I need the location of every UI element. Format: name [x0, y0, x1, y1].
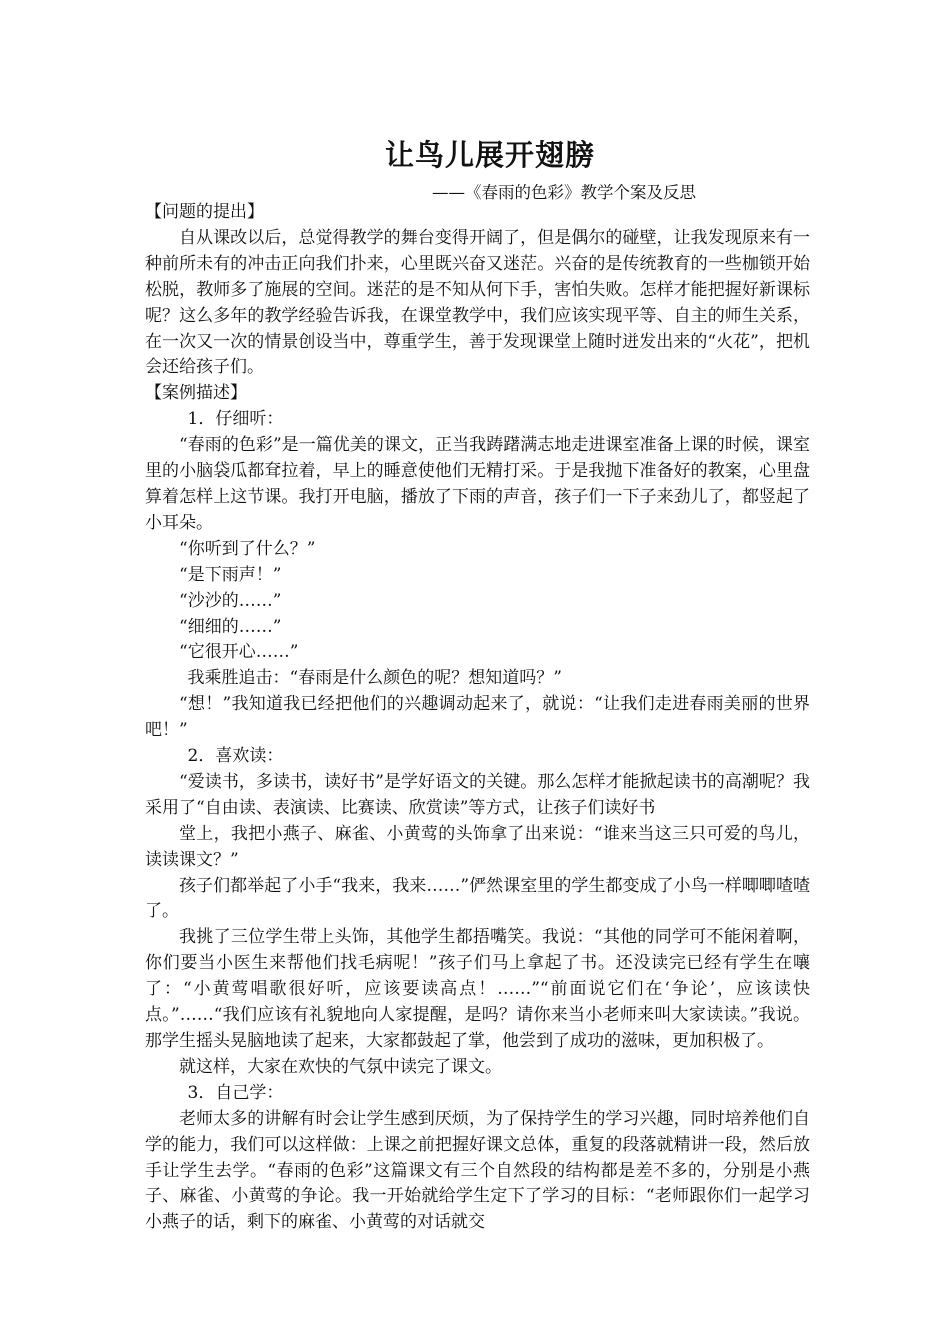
paragraph: 自从课改以后，总觉得教学的舞台变得开阔了，但是偶尔的碰壁，让我发现原来有一种前所未有的冲击正向我们扑来，心里既兴奋又迷茫。兴奋的是传统教育的一些枷锁开始松脱，教师多了施展的空间。迷茫的是不知从何下手，害怕失败。怎样才能把握好新课标呢？这么多年的教学经验告诉我，在课堂教学中，我们应该实现平等、自主的师生关系，在一次又一次的情景创设当中，尊重学生，善于发现课堂上随时迸发出来的“火花”，把机会还给孩子们。 [145, 227, 810, 378]
section-heading: 【问题的提出】 [145, 202, 264, 222]
document-body [145, 200, 810, 1236]
dialogue-line: “沙沙的……” [179, 590, 282, 611]
dialogue-line: “细细的……” [179, 616, 282, 637]
dialogue-line: “它很开心……” [179, 642, 299, 663]
subsection-heading: 3．自己学： [187, 1082, 284, 1103]
section-heading: 【案例描述】 [145, 383, 247, 404]
document-title: 让鸟儿展开翅膀 [384, 138, 595, 172]
paragraph: 就这样，大家在欢快的气氛中读完了课文。 [179, 1056, 502, 1077]
dialogue-line: “你听到了什么？” [179, 538, 316, 559]
paragraph: 堂上，我把小燕子、麻雀、小黄莺的头饰拿了出来说：“谁来当这三只可爱的鸟儿，读读课文？” [145, 823, 810, 870]
paragraph: 孩子们都举起了小手“我来，我来……”俨然课室里的学生都变成了小鸟一样唧唧喳喳了。 [145, 875, 810, 922]
paragraph: 老师太多的讲解有时会让学生感到厌烦，为了保持学生的学习兴趣，同时培养他们自学的能力，我们可以这样做：上课之前把握好课文总体，重复的段落就精讲一段，然后放手让学生去学。“春雨的色彩”这篇课文有三个自然段的结构都是差不多的，分别是小燕子、麻雀、小黄莺的争论。我一开始就给学生定下了学习的目标：“老师跟你们一起学习小燕子的话，剩下的麻雀、小黄莺的对话就交 [145, 1108, 810, 1233]
document-subtitle: ——《春雨的色彩》教学个案及反思 [432, 183, 696, 202]
paragraph: “春雨的色彩”是一篇优美的课文，正当我踌躇满志地走进课室准备上课的时候，课室里的小脑袋瓜都耷拉着，早上的睡意使他们无精打采。于是我抛下准备好的教案，心里盘算着怎样上这节课。我打开电脑，播放了下雨的声音，孩子们一下子来劲儿了，都竖起了小耳朵。 [145, 435, 810, 533]
subsection-heading: 2．喜欢读： [187, 746, 284, 767]
dialogue-line: “是下雨声！” [179, 564, 282, 585]
subsection-heading: 1．仔细听： [187, 409, 284, 430]
paragraph: 我乘胜追击：“春雨是什么颜色的呢？想知道吗？” [187, 668, 562, 689]
paragraph: “想！”我知道我已经把他们的兴趣调动起来了，就说：“让我们走进春雨美丽的世界吧！” [145, 694, 810, 741]
paragraph: 我挑了三位学生带上头饰，其他学生都捂嘴笑。我说：“其他的同学可不能闲着啊，你们要当小医生来帮他们找毛病呢！”孩子们马上拿起了书。还没读完已经有学生在嚷了：“小黄莺唱歌很好听，应该要读高点！……”“前面说它们在‘争论’，应该读快点。”……“我们应该有礼貌地向人家提醒，是吗？请你来当小老师来叫大家读读。”我说。那学生摇头晃脑地读了起来，大家都鼓起了掌，他尝到了成功的滋味，更加积极了。 [145, 927, 810, 1051]
paragraph: “爱读书，多读书，读好书”是学好语文的关键。那么怎样才能掀起读书的高潮呢？我采用了“自由读、表演读、比赛读、欣赏读”等方式，让孩子们读好书 [145, 771, 810, 818]
